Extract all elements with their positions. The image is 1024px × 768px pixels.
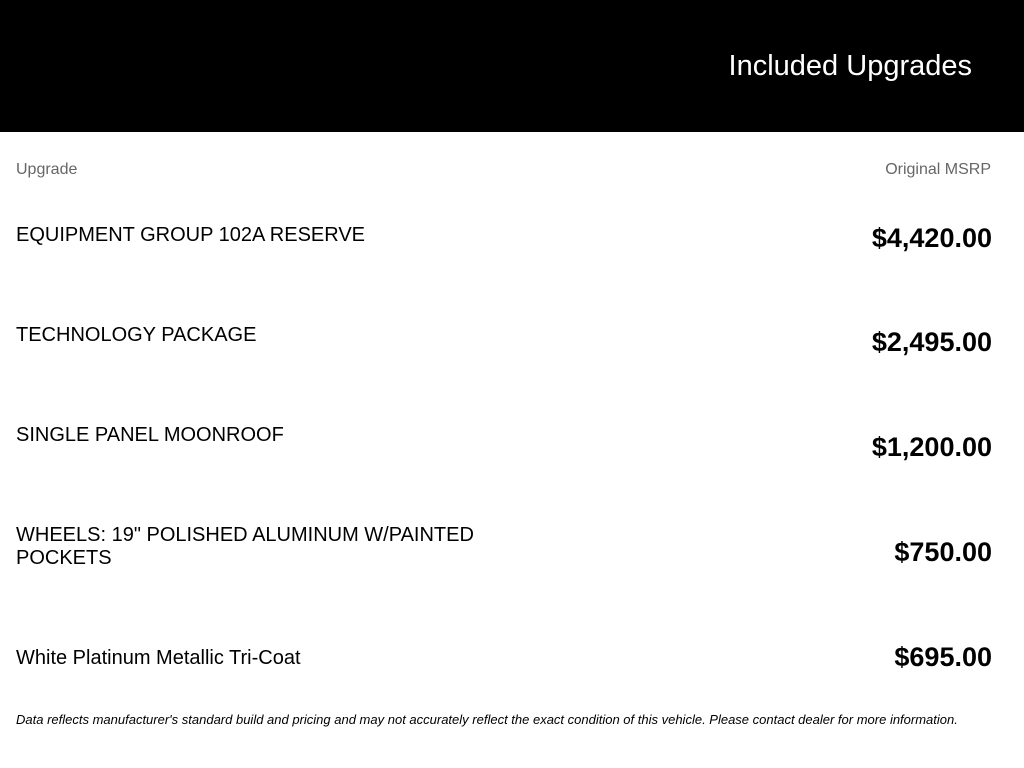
upgrade-row — [16, 522, 992, 582]
column-header-upgrade: Upgrade — [16, 161, 78, 178]
upgrade-price: $2,495.00 — [871, 327, 992, 357]
upgrade-name: EQUIPMENT GROUP 102A RESERVE — [16, 224, 366, 246]
upgrade-price: $695.00 — [894, 642, 992, 672]
upgrade-name: WHEELS: 19" POLISHED ALUMINUM W/PAINTED POCKETS — [16, 524, 474, 569]
header-bar — [0, 0, 1024, 132]
upgrade-name: TECHNOLOGY PACKAGE — [16, 324, 257, 346]
upgrade-price: $750.00 — [894, 537, 992, 567]
upgrade-price: $4,420.00 — [871, 223, 992, 253]
upgrade-row — [16, 322, 992, 382]
upgrade-row — [16, 422, 992, 482]
page-title: Included Upgrades — [728, 50, 972, 82]
column-headers — [16, 160, 991, 180]
upgrade-name: White Platinum Metallic Tri-Coat — [16, 647, 301, 669]
upgrade-name: SINGLE PANEL MOONROOF — [16, 424, 284, 446]
upgrade-row — [16, 222, 992, 282]
disclaimer-text: Data reflects manufacturer's standard build and pricing and may not accurately reflect the exact condition of this vehicle. Please contact dealer for more information. — [16, 712, 958, 727]
column-header-msrp: Original MSRP — [885, 161, 991, 178]
upgrade-row — [16, 640, 992, 680]
upgrade-price: $1,200.00 — [871, 432, 992, 462]
